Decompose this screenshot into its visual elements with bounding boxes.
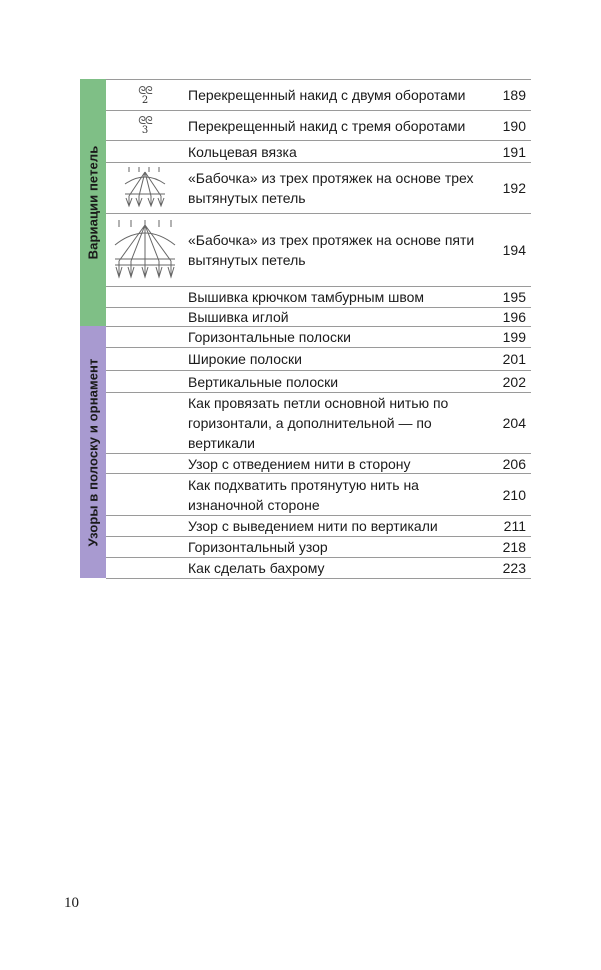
- page-number: 10: [64, 895, 79, 911]
- toc-title: «Бабочка» из трех протяжек на основе пяти вытянутых петель: [188, 232, 475, 268]
- section-tab-loop-variations: [80, 79, 106, 326]
- toc-title: Кольцевая вязка: [188, 143, 297, 160]
- toc-title: «Бабочка» из трех протяжек на основе трех вытянутых петель: [188, 170, 474, 206]
- toc-page: 199: [502, 329, 526, 345]
- toc-row[interactable]: [106, 326, 531, 347]
- toc-title: Как сделать бахрому: [188, 560, 325, 576]
- toc-row[interactable]: [106, 307, 531, 326]
- toc-title: Горизонтальный узор: [188, 539, 328, 555]
- toc-row[interactable]: [106, 347, 531, 370]
- toc-row[interactable]: [106, 536, 531, 557]
- toc-page: 192: [502, 180, 526, 196]
- toc-title: Как провязать петли основной нитью по горизонтали, а дополнительной — по вертикали: [188, 395, 449, 451]
- table-bottom-divider: [106, 578, 531, 579]
- toc-row[interactable]: [106, 515, 531, 536]
- toc-row[interactable]: [106, 110, 531, 140]
- toc-title: Вертикальные полоски: [188, 373, 339, 390]
- toc-page: 211: [503, 518, 526, 534]
- toc-title: Перекрещенный накид с двумя оборотами: [188, 87, 466, 103]
- toc-page: 204: [502, 415, 526, 431]
- toc-page: 210: [502, 486, 526, 503]
- crossed-yarn-over-3-icon: ᘓᘓ 3: [138, 114, 152, 136]
- symbol-number: 3: [141, 125, 149, 136]
- toc-page: 218: [502, 539, 526, 555]
- toc-row[interactable]: [106, 473, 531, 515]
- toc-title: Как подхватить протянутую нить на изнаночной стороне: [188, 476, 419, 513]
- butterfly-5-icon: [106, 214, 184, 286]
- toc-page: 206: [502, 455, 526, 472]
- toc-title: Широкие полоски: [188, 351, 302, 367]
- toc-row[interactable]: [106, 213, 531, 286]
- toc-page: 191: [502, 143, 526, 160]
- section-label: Вариации петель: [85, 145, 101, 260]
- section-label: Узоры в полоску и орнамент: [85, 358, 101, 546]
- toc-page: 189: [502, 87, 526, 103]
- toc-page: 190: [502, 117, 526, 134]
- toc-row[interactable]: [106, 392, 531, 453]
- toc-page: 223: [502, 560, 526, 576]
- toc-title: Узор с выведением нити по вертикали: [188, 518, 438, 534]
- toc-row[interactable]: [106, 557, 531, 578]
- symbol-number: 2: [141, 94, 149, 106]
- toc-page: 196: [502, 309, 526, 325]
- toc-title: Вышивка иглой: [188, 309, 289, 325]
- toc-title: Горизонтальные полоски: [188, 329, 351, 345]
- toc-page: 202: [502, 373, 526, 390]
- toc-title: Вышивка крючком тамбурным швом: [188, 289, 425, 305]
- toc-page: 194: [502, 242, 526, 258]
- toc-page: 201: [502, 351, 526, 367]
- toc-row[interactable]: [106, 79, 531, 110]
- toc-row[interactable]: [106, 162, 531, 213]
- section-tab-stripes-ornament: [80, 326, 106, 578]
- butterfly-3-icon: [106, 163, 184, 213]
- toc-row[interactable]: [106, 286, 531, 307]
- toc-row[interactable]: [106, 370, 531, 392]
- toc-row[interactable]: [106, 140, 531, 162]
- toc-title: Узор с отведением нити в сторону: [188, 455, 411, 472]
- toc-row[interactable]: [106, 453, 531, 473]
- toc-page: 195: [502, 289, 526, 305]
- toc-title: Перекрещенный накид с тремя оборотами: [188, 117, 466, 134]
- crossed-yarn-over-2-icon: ᘓᘓ 2: [138, 83, 152, 106]
